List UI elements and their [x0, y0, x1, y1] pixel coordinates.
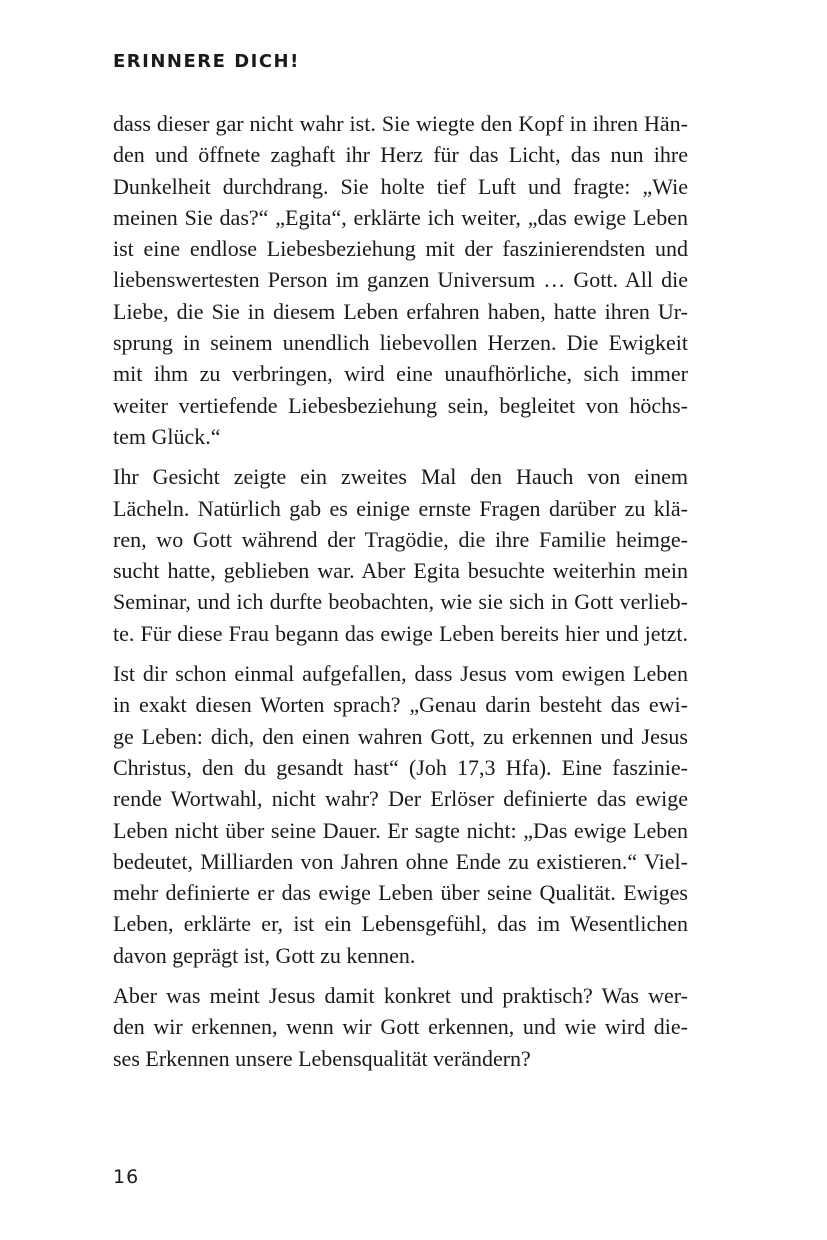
text-line: mehr definierte er das ewige Leben über seine Qualität. Ewiges: [113, 880, 688, 906]
text-line: davon geprägt ist, Gott zu kennen.: [113, 942, 416, 968]
text-line: ist eine endlose Liebesbeziehung mit der faszinierendsten und: [113, 236, 688, 262]
text-line: Leben, erklärte er, ist ein Lebensgefühl, das im Wesentlichen: [113, 911, 688, 937]
text-line: tem Glück.“: [113, 423, 221, 449]
text-line: ren, wo Gott während der Tragödie, die ihre Familie heimge-: [113, 526, 688, 552]
text-line: te. Für diese Frau begann das ewige Leben bereits hier und jetzt.: [113, 620, 688, 646]
text-line: meinen Sie das?“ „Egita“, erklärte ich weiter, „das ewige Leben: [113, 204, 688, 230]
text-line: Aber was meint Jesus damit konkret und praktisch? Was wer-: [113, 983, 688, 1009]
text-line: den und öffnete zaghaft ihr Herz für das Licht, das nun ihre: [113, 142, 688, 168]
text-line: Ihr Gesicht zeigte ein zweites Mal den Hauch von einem: [113, 464, 688, 490]
text-line: ses Erkennen unsere Lebensqualität verändern?: [113, 1045, 531, 1071]
text-line: den wir erkennen, wenn wir Gott erkennen, und wie wird die-: [113, 1014, 688, 1040]
text-line: ge Leben: dich, den einen wahren Gott, zu erkennen und Jesus: [113, 723, 688, 749]
text-line: mit ihm zu verbringen, wird eine unaufhörliche, sich immer: [113, 361, 688, 387]
paragraph: [113, 108, 688, 452]
text-line: sucht hatte, geblieben war. Aber Egita besuchte weiterhin mein: [113, 558, 688, 584]
paragraph: [113, 658, 688, 971]
text-line: Dunkelheit durchdrang. Sie holte tief Luft und fragte: „Wie: [113, 173, 688, 199]
text-line: dass dieser gar nicht wahr ist. Sie wiegte den Kopf in ihren Hän-: [113, 111, 688, 136]
paragraph: [113, 461, 688, 649]
text-line: in exakt diesen Worten sprach? „Genau darin besteht das ewi-: [113, 692, 688, 718]
text-line: Seminar, und ich durfte beobachten, wie sie sich in Gott verlieb-: [113, 589, 688, 615]
text-line: sprung in seinem unendlich liebevollen Herzen. Die Ewigkeit: [113, 330, 688, 356]
text-line: bedeutet, Milliarden von Jahren ohne Ende zu existieren.“ Viel-: [113, 848, 688, 874]
body-text: [113, 108, 688, 1083]
text-line: weiter vertiefende Liebesbeziehung sein, begleitet von höchs-: [113, 392, 688, 418]
running-header-title: ERINNERE DICH!: [113, 51, 300, 72]
text-line: Ist dir schon einmal aufgefallen, dass Jesus vom ewigen Leben: [113, 661, 688, 687]
text-line: Christus, den du gesandt hast“ (Joh 17,3 Hfa). Eine faszinie-: [113, 754, 688, 780]
text-line: Leben nicht über seine Dauer. Er sagte nicht: „Das ewige Leben: [113, 817, 688, 843]
text-line: Liebe, die Sie in diesem Leben erfahren haben, hatte ihren Ur-: [113, 298, 688, 324]
text-line: rende Wortwahl, nicht wahr? Der Erlöser definierte das ewige: [113, 786, 688, 812]
page-number: 16: [113, 1166, 140, 1188]
text-line: liebenswertesten Person im ganzen Universum … Gott. All die: [113, 267, 688, 293]
text-line: Lächeln. Natürlich gab es einige ernste Fragen darüber zu klä-: [113, 495, 688, 521]
paragraph: [113, 980, 688, 1074]
